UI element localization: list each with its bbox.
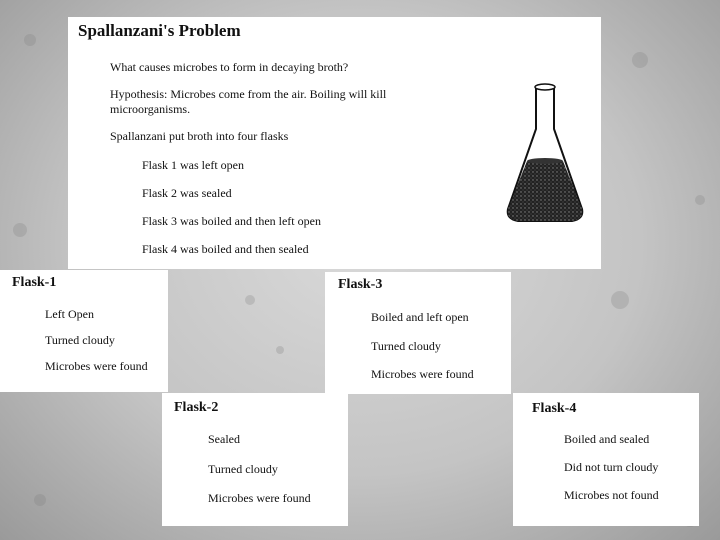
hypothesis-text-line2: microorganisms. bbox=[110, 102, 191, 116]
flask-4-detail: Microbes not found bbox=[564, 488, 659, 502]
flask-2-title: Flask-2 bbox=[174, 400, 219, 415]
flask-1-card bbox=[0, 270, 168, 392]
flask-2-detail: Microbes were found bbox=[208, 491, 311, 505]
hypothesis-text-line1: Hypothesis: Microbes come from the air. Boiling will kill bbox=[110, 87, 387, 101]
question-text: What causes microbes to form in decaying broth? bbox=[110, 60, 349, 74]
flask-list-item: Flask 2 was sealed bbox=[142, 186, 232, 200]
flask-4-title: Flask-4 bbox=[532, 401, 577, 416]
flask-list-item: Flask 4 was boiled and then sealed bbox=[142, 242, 309, 256]
flask-1-detail: Microbes were found bbox=[45, 359, 148, 373]
erlenmeyer-flask-illustration bbox=[500, 79, 590, 239]
flask-1-detail: Left Open bbox=[45, 307, 94, 321]
flask-1-title: Flask-1 bbox=[12, 275, 57, 290]
flask-3-detail: Microbes were found bbox=[371, 367, 474, 381]
flask-3-detail: Boiled and left open bbox=[371, 310, 469, 324]
setup-text: Spallanzani put broth into four flasks bbox=[110, 129, 289, 143]
flask-2-detail: Turned cloudy bbox=[208, 462, 278, 476]
flask-4-detail: Did not turn cloudy bbox=[564, 460, 659, 474]
page-title: Spallanzani's Problem bbox=[78, 21, 241, 40]
flask-list-item: Flask 1 was left open bbox=[142, 158, 244, 172]
flask-4-detail: Boiled and sealed bbox=[564, 432, 650, 446]
flask-3-detail: Turned cloudy bbox=[371, 339, 441, 353]
flask-4-card bbox=[513, 393, 699, 526]
flask-3-card bbox=[325, 272, 511, 394]
flask-2-card bbox=[162, 393, 348, 526]
main-panel bbox=[68, 17, 601, 269]
flask-list-item: Flask 3 was boiled and then left open bbox=[142, 214, 321, 228]
flask-2-detail: Sealed bbox=[208, 432, 240, 446]
flask-3-title: Flask-3 bbox=[338, 277, 383, 292]
flask-1-detail: Turned cloudy bbox=[45, 333, 115, 347]
